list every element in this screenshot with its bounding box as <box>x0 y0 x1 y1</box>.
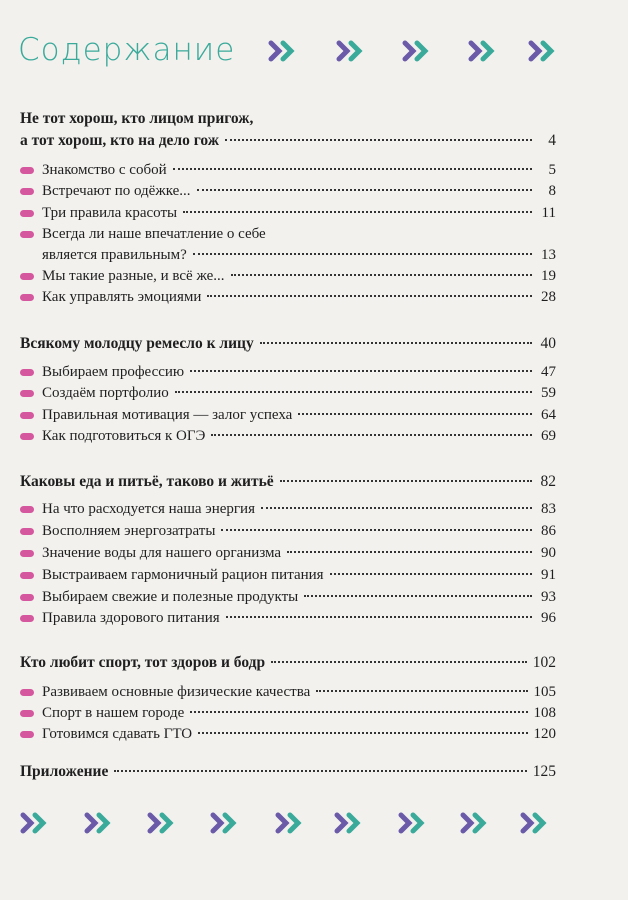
bullet-icon <box>20 731 34 738</box>
chevron-ornament-icon <box>520 812 550 834</box>
page-number: 93 <box>541 589 556 605</box>
chevron-ornament-icon <box>460 812 490 834</box>
toc-section[interactable]: Кто любит спорт, тот здоров и бодр 102 <box>20 652 556 674</box>
page-number: 59 <box>541 385 556 401</box>
page-number: 91 <box>541 567 556 583</box>
page-number: 82 <box>540 473 556 490</box>
page-number: 13 <box>541 247 556 263</box>
chevron-ornament-icon <box>468 40 498 62</box>
toc-item[interactable]: Выбираем свежие и полезные продукты 93 <box>20 587 556 608</box>
page-number: 125 <box>532 763 556 780</box>
page-number: 102 <box>532 654 556 671</box>
toc-item[interactable]: Создаём портфолио 59 <box>20 383 556 404</box>
page-number: 5 <box>548 162 556 178</box>
toc-item[interactable]: Три правила красоты 11 <box>20 203 556 224</box>
chevron-ornament-icon <box>84 812 114 834</box>
toc-section[interactable]: Приложение 125 <box>20 761 556 783</box>
page-number: 28 <box>541 289 556 305</box>
toc-item[interactable]: Мы такие разные, и всё же... 19 <box>20 266 556 287</box>
toc-item[interactable]: Как подготовиться к ОГЭ 69 <box>20 426 556 447</box>
page-number: 120 <box>533 726 556 742</box>
chevron-ornament-icon <box>268 40 298 62</box>
page-number: 40 <box>540 335 556 352</box>
bullet-icon <box>20 231 34 238</box>
chevron-ornament-icon <box>336 40 366 62</box>
page-number: 19 <box>541 268 556 284</box>
page-number: 83 <box>541 501 556 517</box>
chevron-ornament-icon <box>20 812 50 834</box>
toc-item[interactable]: Готовимся сдавать ГТО 120 <box>20 724 556 745</box>
bullet-icon <box>20 433 34 440</box>
toc-item[interactable]: Восполняем энергозатраты 86 <box>20 521 556 542</box>
bullet-icon <box>20 167 34 174</box>
bullet-icon <box>20 294 34 301</box>
toc-item[interactable]: Как управлять эмоциями 28 <box>20 287 556 308</box>
toc-item[interactable]: Спорт в нашем городе 108 <box>20 703 556 724</box>
toc-item[interactable]: Знакомство с собой 5 <box>20 160 556 181</box>
toc-section[interactable]: Всякому молодцу ремесло к лицу 40 <box>20 333 556 355</box>
toc-item[interactable]: Выбираем профессию 47 <box>20 362 556 383</box>
page-number: 108 <box>533 705 556 721</box>
toc-item[interactable]: Правила здорового питания 96 <box>20 608 556 629</box>
bullet-icon <box>20 689 34 696</box>
page-number: 4 <box>548 132 556 149</box>
page-number: 11 <box>541 205 556 221</box>
toc-section[interactable]: Не тот хорош, кто лицом пригож, а тот хорош, кто на дело гож 4 <box>20 108 556 152</box>
page-number: 69 <box>541 428 556 444</box>
page-number: 64 <box>541 407 556 423</box>
toc-item[interactable]: Выстраиваем гармоничный рацион питания 91 <box>20 565 556 586</box>
chevron-ornament-icon <box>528 40 558 62</box>
bullet-icon <box>20 615 34 622</box>
page-number: 105 <box>533 684 556 700</box>
chevron-ornament-icon <box>334 812 364 834</box>
toc-item[interactable]: Значение воды для нашего организма 90 <box>20 543 556 564</box>
chevron-ornament-icon <box>398 812 428 834</box>
page-number: 47 <box>541 364 556 380</box>
toc-item[interactable]: Встречают по одёжке... 8 <box>20 181 556 202</box>
toc-section[interactable]: Каковы еда и питьё, таково и житьё 82 <box>20 471 556 493</box>
toc-item[interactable]: Правильная мотивация — залог успеха 64 <box>20 405 556 426</box>
chevron-ornament-icon <box>147 812 177 834</box>
chevron-ornament-icon <box>275 812 305 834</box>
bullet-icon <box>20 710 34 717</box>
bullet-icon <box>20 369 34 376</box>
page-title: Содержание <box>18 32 236 68</box>
page-number: 96 <box>541 610 556 626</box>
bullet-icon <box>20 390 34 397</box>
toc-item[interactable]: На что расходуется наша энергия 83 <box>20 499 556 520</box>
page-number: 90 <box>541 545 556 561</box>
page-number: 86 <box>541 523 556 539</box>
bullet-icon <box>20 273 34 280</box>
bullet-icon <box>20 594 34 601</box>
bullet-icon <box>20 572 34 579</box>
chevron-ornament-icon <box>402 40 432 62</box>
page-number: 8 <box>548 183 556 199</box>
bullet-icon <box>20 506 34 513</box>
bullet-icon <box>20 550 34 557</box>
bullet-icon <box>20 412 34 419</box>
toc-item[interactable]: Всегда ли наше впечатление о себе является правильным? 13 <box>20 224 556 266</box>
bullet-icon <box>20 188 34 195</box>
chevron-ornament-icon <box>210 812 240 834</box>
bullet-icon <box>20 528 34 535</box>
toc-item[interactable]: Развиваем основные физические качества 105 <box>20 682 556 703</box>
bullet-icon <box>20 210 34 217</box>
